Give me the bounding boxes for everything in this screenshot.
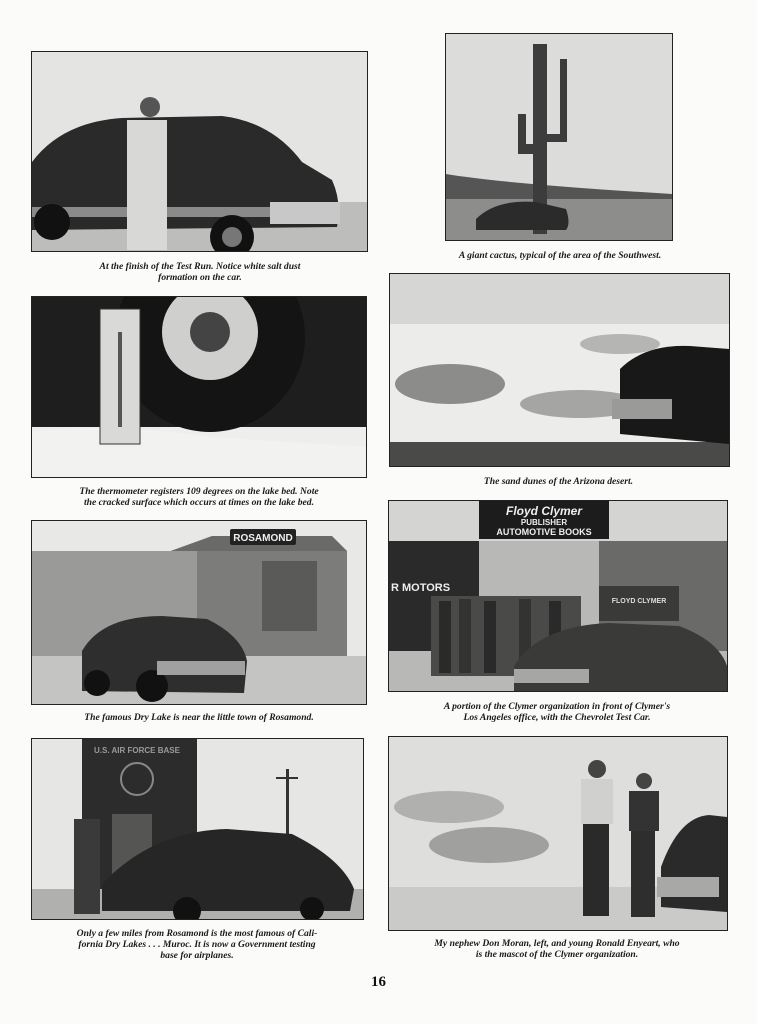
- caption-muroc: Only a few miles from Rosamond is the most famous of Cali- fornia Dry Lakes . . . Muroc. It is now a Government testing base for airplanes.: [76, 928, 318, 961]
- sign-clymer-name: Floyd Clymer: [505, 504, 583, 518]
- sign-motors: R MOTORS: [391, 582, 451, 594]
- photo-nephew-mascot: [388, 736, 728, 931]
- caption-rosamond: The famous Dry Lake is near the little town of Rosamond.: [84, 712, 314, 723]
- photo-thermometer: [31, 296, 367, 478]
- page-number: 16: [371, 974, 386, 990]
- caption-thermometer: The thermometer registers 109 degrees on the lake bed. Note the cracked surface which occurs at times on the lake bed.: [79, 486, 319, 508]
- sign-rosamond: ROSAMOND: [233, 533, 293, 544]
- sign-window: FLOYD CLYMER: [611, 598, 667, 605]
- caption-test-run: At the finish of the Test Run. Notice white salt dust formation on the car.: [99, 261, 301, 283]
- sign-automotive-books: AUTOMOTIVE BOOKS: [496, 527, 592, 537]
- photo-giant-cactus: [445, 33, 673, 241]
- caption-nephew: My nephew Don Moran, left, and young Ronald Enyeart, who is the mascot of the Clymer organization.: [434, 938, 680, 960]
- photo-muroc-base: [31, 738, 364, 920]
- photo-clymer-office: [388, 500, 728, 692]
- caption-cactus: A giant cactus, typical of the area of the Southwest.: [458, 250, 662, 261]
- photo-sand-dunes: [389, 273, 730, 467]
- photo-rosamond: [31, 520, 367, 705]
- sign-airforce: U.S. AIR FORCE BASE: [94, 746, 180, 755]
- caption-dunes: The sand dunes of the Arizona desert.: [483, 476, 634, 487]
- sign-publisher: PUBLISHER: [520, 518, 568, 527]
- photo-test-run-finish: [31, 51, 368, 252]
- caption-clymer-office: A portion of the Clymer organization in front of Clymer's Los Angeles office, with the Chevrolet Test Car.: [443, 701, 671, 723]
